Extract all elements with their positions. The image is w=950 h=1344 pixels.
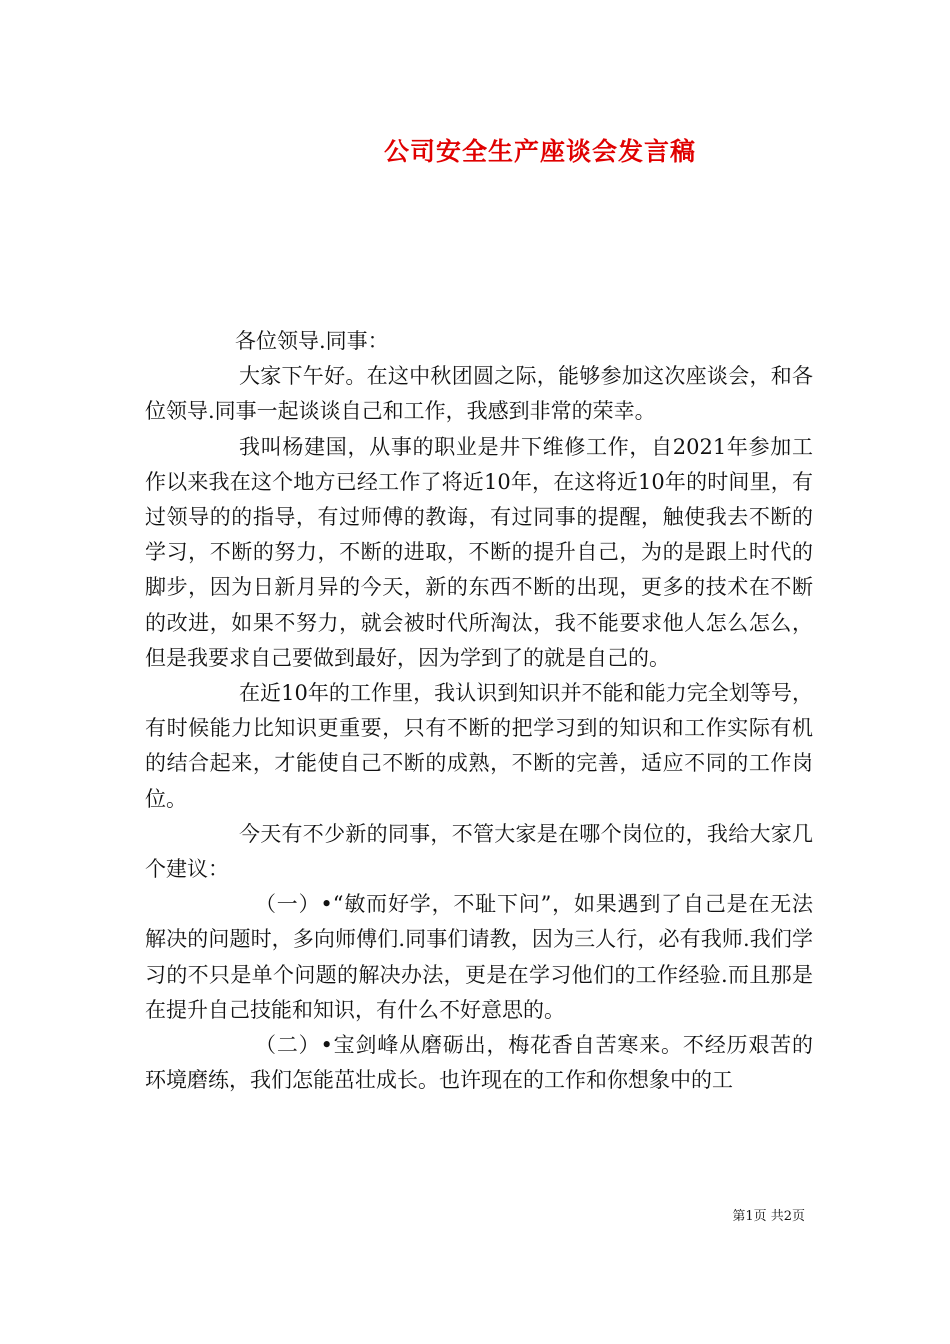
advice-item-2: （二）•宝剑峰从磨砺出，梅花香自苦寒来。不经历艰苦的环境磨练，我们怎能茁壮成长。也许现在的工作和你想象中的工	[145, 1033, 813, 1093]
page-number: 第1页 共2页	[732, 1209, 805, 1224]
salutation-paragraph: 各位领导.同事：	[235, 329, 389, 353]
experience-paragraph: 在近10年的工作里，我认识到知识并不能和能力完全划等号，有时候能力比知识更重要，只有不断的把学习到的知识和工作实际有机的结合起来，才能使自己不断的成熟，不断的完善，适应不同的工作岗位。	[145, 681, 813, 811]
document-title: 公司安全生产座谈会发言稿	[383, 137, 696, 166]
greeting-paragraph: 大家下午好。在这中秋团圆之际，能够参加这次座谈会，和各位领导.同事一起谈谈自己和工作，我感到非常的荣幸。	[145, 364, 813, 424]
advice-item-1: （一）•“敏而好学，不耻下问”，如果遇到了自己是在无法解决的问题时，多向师傅们.同事们请教，因为三人行，必有我师.我们学习的不只是单个问题的解决办法，更是在学习他们的工作经验.而且那是在提升自己技能和知识，有什么不好意思的。	[145, 892, 813, 1022]
advice-intro-paragraph: 今天有不少新的同事，不管大家是在哪个岗位的，我给大家几个建议：	[145, 821, 813, 882]
introduction-paragraph: 我叫杨建国，从事的职业是井下维修工作，自2021年参加工作以来我在这个地方已经工作了将近10年，在这将近10年的时间里，有过领导的的指导，有过师傅的教诲，有过同事的提醒，触使我去不断的学习，不断的努力，不断的进取，不断的提升自己，为的是跟上时代的脚步，因为日新月异的今天，新的东西不断的出现，更多的技术在不断的改进，如果不努力，就会被时代所淘汰，我不能要求他人怎么怎么，但是我要求自己要做到最好，因为学到了的就是自己的。	[145, 434, 813, 670]
document-body	[145, 324, 813, 1098]
